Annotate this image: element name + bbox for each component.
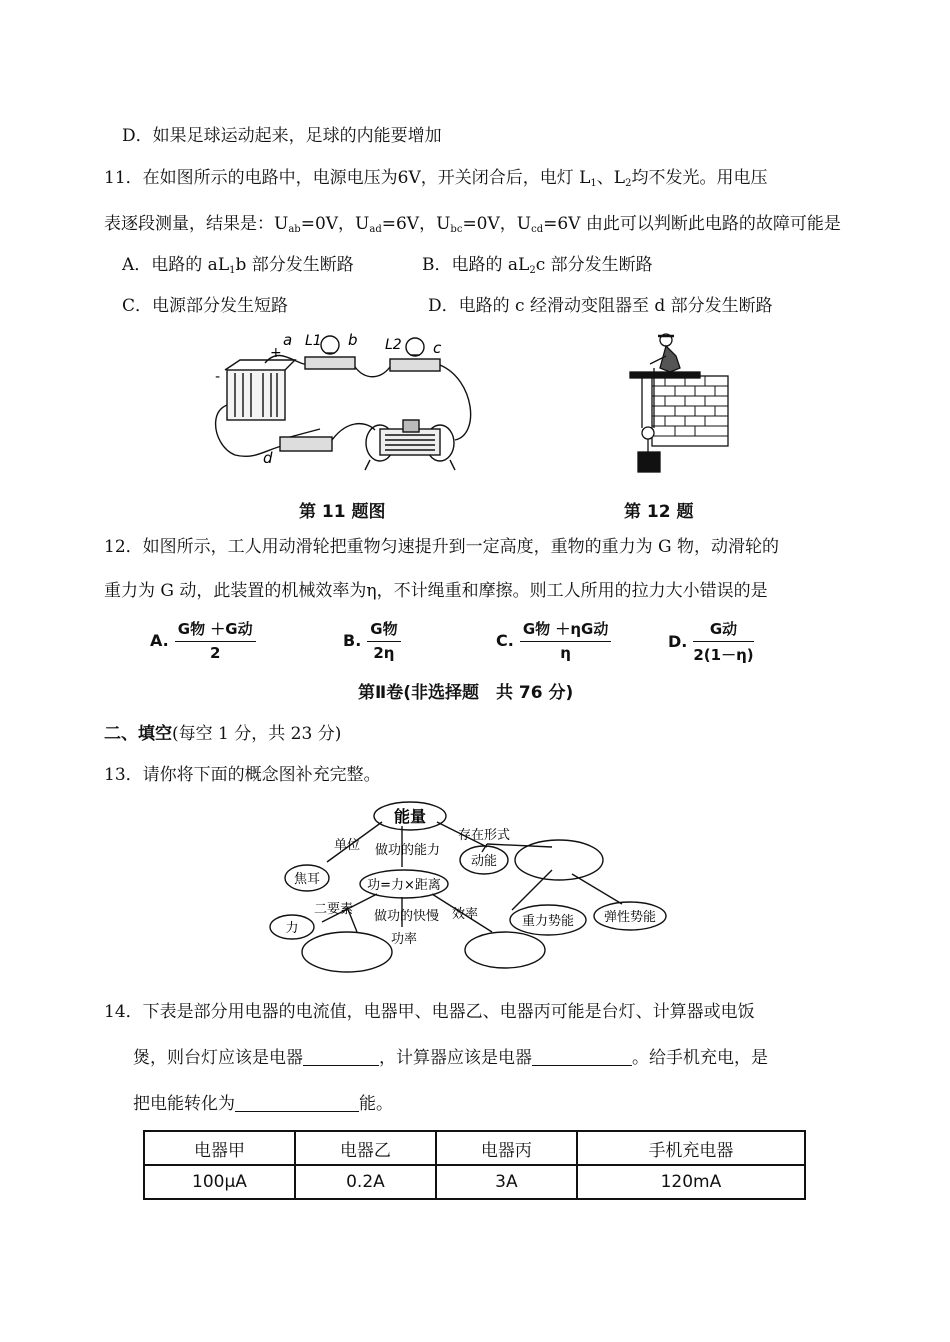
- q14-line2: 煲，则台灯应该是电器 ，计算器应该是电器 。给手机充电，是: [133, 1048, 768, 1068]
- header-cell: 电器甲: [144, 1131, 295, 1165]
- energy-label: 能量: [393, 807, 427, 826]
- q13-text: 13．请你将下面的概念图补充完整。: [104, 765, 381, 785]
- q14-blank-energy[interactable]: [235, 1094, 359, 1112]
- point-d-label: d: [263, 449, 273, 467]
- table-header-row: [144, 1131, 805, 1165]
- q11-circuit-figure: [205, 325, 485, 475]
- value-cell: 100μA: [144, 1165, 295, 1199]
- forms-label: 存在形式: [458, 828, 511, 843]
- table-row: [144, 1165, 805, 1199]
- q14-blank-calculator[interactable]: [532, 1048, 632, 1066]
- header-cell: 手机充电器: [577, 1131, 805, 1165]
- joule-label: 焦耳: [293, 872, 321, 887]
- lamp-l2-label: L2: [385, 337, 402, 353]
- value-cell: 0.2A: [295, 1165, 436, 1199]
- q11-option-a: A．电路的 $aL_1b$ 部分发生断路: [122, 255, 354, 276]
- unit-label: 单位: [334, 838, 361, 853]
- q14-line1: 14．下表是部分用电器的电流值，电器甲、电器乙、电器丙可能是台灯、计算器或电饭: [104, 1002, 755, 1022]
- work-label: 功=力×距离: [367, 878, 441, 893]
- q11-option-b: B．电路的 $aL_2c$ 部分发生断路: [422, 255, 653, 276]
- q12-line2: 重力为 G 动，此装置的机械效率为η，不计绳重和摩擦。则工人所用的拉力大小错误的是: [104, 581, 768, 601]
- kinetic-label: 动能: [470, 854, 498, 869]
- elastic-pe-label: 弹性势能: [603, 910, 657, 925]
- q12-option-a: A. $\frac{\text{G物 ＋G动}}{2}$: [150, 618, 256, 662]
- two-elements-label: 二要素: [314, 902, 354, 917]
- value-cell: 120mA: [577, 1165, 805, 1199]
- q12-figure-caption: 第 12 题: [624, 502, 694, 522]
- node-blank-potential: [515, 840, 603, 880]
- battery-plus-label: +: [270, 345, 282, 361]
- header-cell: 电器丙: [436, 1131, 577, 1165]
- q13-concept-map: [262, 792, 682, 982]
- point-b-label: b: [348, 331, 358, 349]
- q11-line2: 表逐段测量，结果是：$U_{ab}=0V$，$U_{ad}=6V$，$U_{bc}=0V$，$U_{cd}=6V$ 由此可以判断此电路的故障可能是: [104, 214, 841, 235]
- q12-option-b: B. $\frac{\text{G物}}{2\eta}$: [343, 618, 401, 662]
- q12-option-c: C. $\frac{\text{G物 ＋ηG动}}{\eta}$: [496, 618, 611, 662]
- q12-line1: 12．如图所示，工人用动滑轮把重物匀速提升到一定高度，重物的重力为 G 物，动滑轮的: [104, 537, 780, 557]
- value-cell: 3A: [436, 1165, 577, 1199]
- q12-pulley-figure: [620, 328, 730, 480]
- q12-option-d: D. $\frac{\text{G动}}{2(1-\eta)}$: [668, 620, 754, 664]
- battery-minus-label: -: [215, 369, 221, 385]
- section2-title: 第Ⅱ卷(非选择题 共 76 分): [358, 683, 574, 703]
- header-cell: 电器乙: [295, 1131, 436, 1165]
- q11-option-d: D．电路的 c 经滑动变阻器至 d 部分发生断路: [428, 296, 773, 316]
- q11-option-c: C．电源部分发生短路: [122, 296, 289, 316]
- q11-line1: 11．在如图所示的电路中，电源电压为6V，开关闭合后，电灯 $L_1$、$L_2$均不发光。用电压: [104, 168, 768, 189]
- section2-heading: 二、填空(每空 1 分，共 23 分): [104, 724, 342, 744]
- q14-current-table: [143, 1130, 806, 1200]
- q11-figure-caption: 第 11 题图: [299, 502, 386, 522]
- gravity-pe-label: 重力势能: [521, 914, 575, 929]
- q14-line3: 把电能转化为 能。: [133, 1094, 393, 1114]
- efficiency-label: 效率: [452, 907, 479, 922]
- q10-option-d: D．如果足球运动起来，足球的内能要增加: [122, 126, 442, 146]
- ability-label: 做功的能力: [375, 843, 441, 858]
- point-a-label: a: [283, 331, 293, 349]
- point-c-label: c: [433, 339, 442, 357]
- node-blank-two-elements: [302, 932, 392, 972]
- q14-blank-lamp[interactable]: [303, 1048, 379, 1066]
- power-label: 功率: [390, 932, 418, 947]
- node-blank-efficiency: [465, 932, 545, 968]
- speed-of-work-label: 做功的快慢: [374, 909, 440, 924]
- lamp-l1-label: L1: [305, 333, 322, 349]
- force-label: 力: [285, 921, 299, 936]
